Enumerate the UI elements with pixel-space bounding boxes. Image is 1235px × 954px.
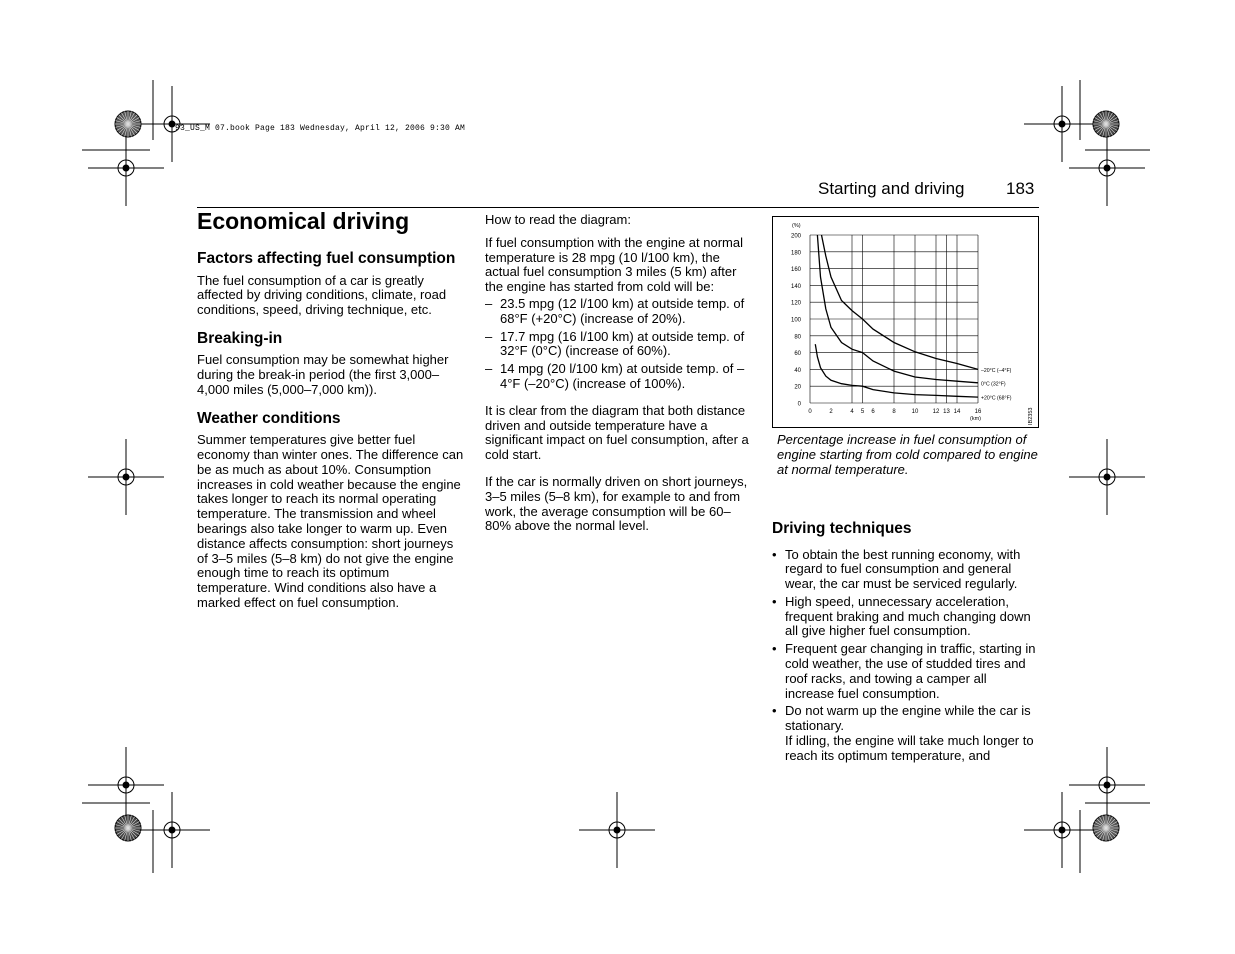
chart-frame — [772, 216, 1039, 428]
color-target — [1093, 111, 1119, 137]
registration-crosshair — [1069, 130, 1145, 206]
list-item: • Frequent gear changing in traffic, starting in cold weather, the use of studded tires and roof racks, and towing a camper all increase fuel consumption. — [772, 642, 1038, 701]
series-label: +20°C (68°F) — [981, 395, 1012, 402]
registration-crosshair — [1069, 439, 1145, 515]
list-item-text: If idling, the engine will take much longer to reach its optimum temperature, and — [785, 733, 1034, 763]
paragraph-weather: Summer temperatures give better fuel economy than winter ones. The difference can be as much as about 10%. Consumption increases in cold weather because the engine takes longer to reach its normal operating temperature. The transmission and wheel bearings also take longer to warm up. Even distance affects consumption: short journeys of 3–5 miles (5–8 km) do not give the engine enough time to reach its optimum temperature. Wind conditions also have a marked effect on fuel consumption. — [197, 432, 464, 611]
x-tick-label: 2 — [829, 409, 833, 415]
x-axis-label: (km) — [970, 416, 981, 422]
list-item: • High speed, unnecessary acceleration, frequent braking and much changing down all give higher fuel consumption. — [772, 595, 1038, 639]
crosshair-dot — [123, 782, 129, 788]
list-item: – 23.5 mpg (12 l/100 km) at outside temp. of 68°F (+20°C) (increase of 20%). — [485, 297, 750, 327]
paragraph-breaking-in: Fuel consumption may be somewhat higher during the break-in period (the first 3,000–4,000 miles (5,000–7,000 km)). — [197, 352, 449, 397]
registration-crosshair — [579, 792, 655, 868]
chart-caption: Percentage increase in fuel consumption of engine starting from cold compared to engine at normal temperature. — [777, 432, 1038, 477]
heading-factors: Factors affecting fuel consumption — [197, 250, 456, 267]
registration-crosshair — [1024, 86, 1100, 162]
y-tick-label: 100 — [790, 317, 801, 324]
paragraph-clear: It is clear from the diagram that both distance driven and outside temperature have a significant impact on fuel consumption, after a cold start. — [485, 402, 749, 463]
fuel-consumption-chart — [773, 217, 1038, 427]
series-line — [815, 344, 978, 397]
series-label: –20°C (–4°F) — [981, 367, 1012, 374]
page-number: 183 — [1006, 179, 1035, 198]
crosshair-dot — [169, 827, 175, 833]
color-target — [1093, 815, 1119, 841]
y-tick-label: 180 — [790, 250, 801, 257]
x-tick-label: 16 — [974, 409, 982, 415]
heading-weather: Weather conditions — [197, 409, 341, 427]
series-label: 0°C (32°F) — [981, 381, 1006, 388]
list-item: – 17.7 mpg (16 l/100 km) at outside temp. of 32°F (0°C) (increase of 60%). — [485, 330, 750, 360]
x-tick-label: 8 — [892, 409, 896, 415]
section-breaking-in — [197, 330, 465, 398]
crosshair-dot — [1104, 474, 1110, 480]
heading-breaking-in: Breaking-in — [197, 329, 283, 347]
x-tick-label: 5 — [860, 409, 865, 415]
x-tick-label: 4 — [850, 409, 854, 415]
y-tick-label: 140 — [790, 283, 801, 290]
series-line — [817, 235, 978, 383]
crosshair-dot — [1059, 121, 1065, 127]
section-weather — [197, 410, 465, 611]
crosshair-dot — [1104, 782, 1110, 788]
column-2 — [485, 213, 750, 546]
running-header: Starting and driving — [818, 179, 965, 198]
paragraph-short-journeys: If the car is normally driven on short journeys, 3–5 miles (5–8 km), for example to and from work, the average consumption will be 60–80% above the normal level. — [485, 473, 748, 534]
example-list — [485, 297, 750, 392]
x-tick-label: 13 — [943, 409, 950, 415]
crosshair-dot — [1059, 827, 1065, 833]
y-tick-label: 160 — [790, 267, 801, 274]
crosshair-dot — [1104, 165, 1110, 171]
registration-crosshair — [88, 747, 164, 823]
y-tick-label: 0 — [797, 401, 801, 408]
paragraph-intro: If fuel consumption with the engine at normal temperature is 28 mpg (10 l/100 km), the actual fuel consumption 3 miles (5 km) after the engine has started from cold will be: — [485, 234, 743, 295]
color-target — [115, 111, 141, 137]
list-item — [772, 704, 1038, 763]
column-3 — [772, 520, 1038, 776]
registration-crosshair — [88, 130, 164, 206]
section-factors — [197, 250, 465, 318]
x-tick-label: 6 — [871, 409, 875, 415]
techniques-list — [772, 548, 1038, 764]
registration-crosshair — [1069, 747, 1145, 823]
x-tick-label: 10 — [911, 409, 919, 415]
y-axis-label: (%) — [792, 223, 801, 229]
list-item: – 14 mpg (20 l/100 km) at outside temp. of –4°F (–20°C) (increase of 100%). — [485, 362, 750, 392]
x-tick-label: 14 — [953, 409, 961, 415]
paragraph-factors: The fuel consumption of a car is greatly affected by driving conditions, climate, road conditions, speed, driving technique, etc. — [197, 272, 447, 318]
crosshair-dot — [123, 474, 129, 480]
image-code: IB2353 — [1028, 407, 1034, 425]
crosshair-dot — [614, 827, 620, 833]
print-slug: 93_US_M 07.book Page 183 Wednesday, April 12, 2006 9:30 AM — [175, 124, 466, 133]
y-tick-label: 80 — [794, 334, 801, 341]
registration-crosshair — [1024, 792, 1100, 868]
heading-driving-techniques: Driving techniques — [772, 520, 912, 537]
list-item: • To obtain the best running economy, with regard to fuel consumption and general wear, the car must be serviced regularly. — [772, 548, 1038, 592]
column-1 — [197, 250, 465, 623]
registration-crosshair — [134, 792, 210, 868]
x-tick-label: 12 — [932, 409, 940, 415]
list-item-text: Do not warm up the engine while the car is stationary. — [785, 703, 1031, 734]
y-tick-label: 20 — [794, 384, 801, 391]
page-title: Economical driving — [197, 208, 410, 234]
y-tick-label: 200 — [790, 233, 801, 240]
registration-crosshair — [88, 439, 164, 515]
how-to-read: How to read the diagram: — [485, 212, 631, 227]
x-tick-label: 0 — [808, 409, 812, 415]
y-tick-label: 40 — [794, 367, 801, 374]
y-tick-label: 120 — [790, 300, 801, 307]
crosshair-dot — [123, 165, 129, 171]
y-tick-label: 60 — [794, 351, 801, 358]
color-target — [115, 815, 141, 841]
